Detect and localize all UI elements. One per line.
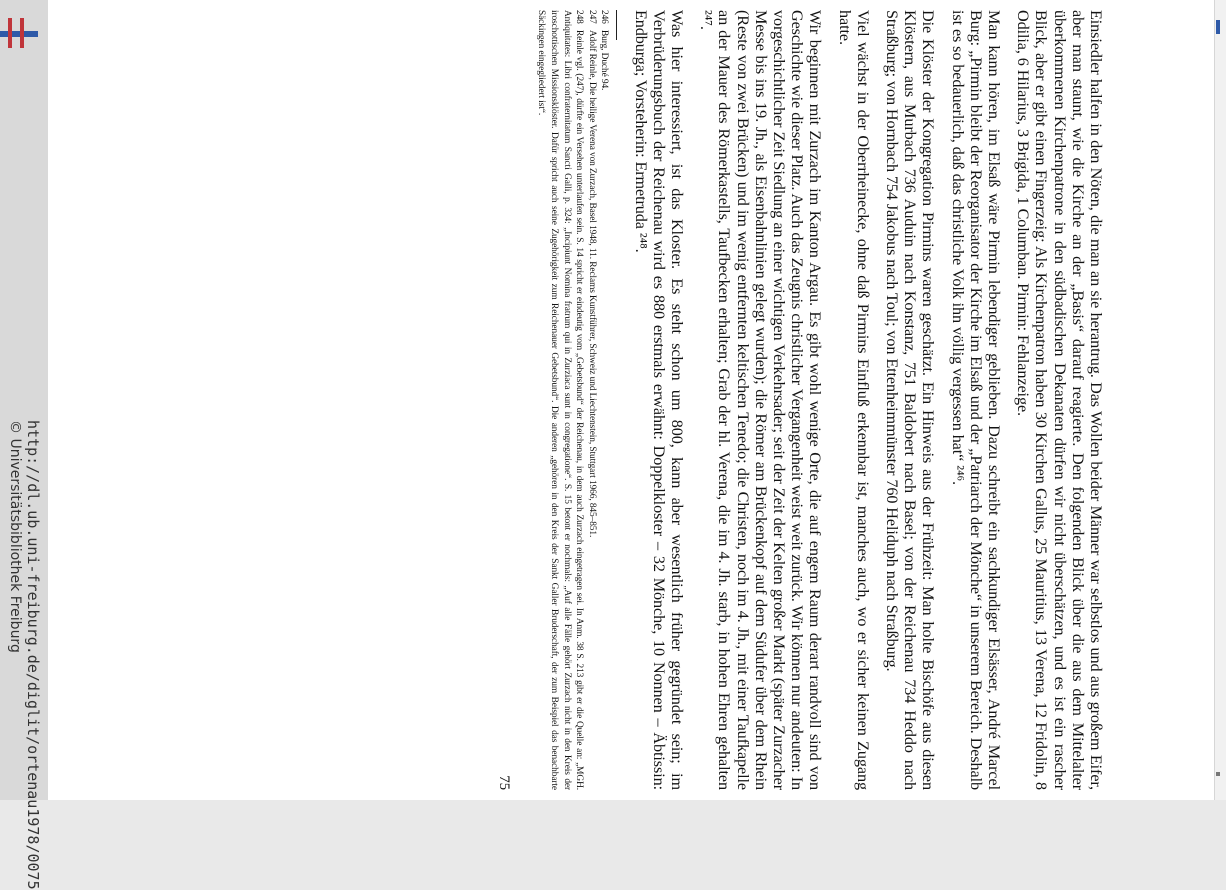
paragraph: Man kann hören, im Elsaß wäre Pirmin lebendiger geblieben. Dazu schreibt ein sachkundiger Elsässer, André Marcel Burg: „Pirmin bleibt der Reorganisator der Kirche im Elsaß und der „Patriarch der Mönche“ in unserem Bereich. Deshalb ist es so bedauerlich, daß das christliche Volk ihn völlig vergessen hat“ ²⁴⁶. [948,10,1003,790]
paragraph: Viel wächst in der Oberrheinecke, ohne daß Pirmins Einfluß erkennbar ist, manches auch, wo er sicher keinen Zugang hatte. [835,10,872,790]
footnote-number: 246 [599,10,610,24]
footnote-divider [616,10,617,40]
page-number: 75 [495,775,512,790]
paragraph: Einsiedler halfen in den Nöten, die man an sie herantrug. Das Wollen beider Männer war selbstlos und aus großem Eifer, aber man staunt, wie die Kirche an der „Basis“ darauf reagierte. Den folgenden Blick über die aus dem Mittelalter überkommenen Kirchenpatrone in den südbadischen Dekanaten dürfen wir nicht überschätzen, und es ist ein rascher Blick, aber er gibt einen Fingerzeig: Als Kirchenpatron haben 30 Kirchen Gallus, 25 Mauritius, 13 Verena, 12 Fridolin, 8 Odilia, 6 Hilarius, 3 Brigida, 1 Columban. Pirmin: Fehlanzeige. [1014,10,1105,790]
paragraph: Wir beginnen mit Zurzach im Kanton Argau. Es gibt wohl wenige Orte, die auf engem Raum derart randvoll sind von Geschichte wie dieser Platz. Auch das Zeugnis christlicher Vergangenheit weist weit zurück. Wir können nur andeuten: In vorgeschichtlicher Zeit Siedlung an einer wichtigen Verkehrsader; seit der Zeit der Kelten großer Markt (später Zurzacher Messe bis ins 19. Jh., als Eisenbahnlinien gelegt wurden); die Römer am Brückenkopf auf dem Südufer über dem Rhein (Reste von zwei Brücken) und im wenig entfernten keltischen Tenedo; die Christen, noch im 4. Jh., mit einer Taufkapelle an der Mauer des Römerkastells, Taufbecken erhalten; Grab der hl. Verena, die im 4. Jh. starb, in hohen Ehren gehalten ²⁴⁷. [697,10,825,790]
watermark-copyright: © Universitätsbibliothek Freiburg [7,420,23,653]
paragraph: Was hier interessiert, ist das Kloster. Es steht schon um 800, kann aber wesentlich früher gegründet sein; im Verbrüderungsbuch der Reichenau wird es 880 erstmals erwähnt: Doppelkloster – 32 Mönche, 10 Nonnen – Äbtissin: Endburga; Vorsteherin: Ermetruda ²⁴⁸. [631,10,686,790]
footnote-text: Adolf Reinle, Die heilige Verena von Zurzach, Basel 1948, 11. Reclams Kunstführer, Schweiz und Liechtenstein, Stuttgart 1966, 845–851. [586,30,597,538]
footnote-number: 248 [574,10,585,24]
footnote [585,10,598,790]
page-edge [1214,0,1226,800]
rotated-page-content [105,10,1105,790]
paragraph: Die Klöster der Kongregation Pirmins waren geschätzt. Ein Hinweis aus der Frühzeit: Man holte Bischöfe aus diesen Klöstern, aus Murbach 736 Auduin nach Konstanz, 751 Baldobert nach Basel; von der Reichenau 734 Heddo nach Straßburg; von Hornbach 754 Jakobus nach Toul; von Ettenheimmünster 760 Heliduph nach Straßburg. [882,10,938,790]
footnote-text: Reinle vgl. (247), dürfte ein Versehen unterlaufen sein. S. 14 spricht er eindeutig vom „Gebetsbund“ der Reichenau, in dem auch Zurzach eingetragen sei. In Anm. 38 S. 213 gibt er die Quelle an: „MGH. Antiquitates: Libri confraternitatum Sancti Galli, p. 324: „Incipiunt Nomina fratrum qui in Zurziaca sunt in congregatione“. S. 15 betont er nochmals: „Auf alle Fälle gehört Zurzach nicht in den Kreis der iroschottischen Missionsklöster. Dafür spricht auch seine Zugehörigkeit zum Reichenauer Gebetsbund“. Die anderen „gehören in den Kreis der Sankt Galler Bruderschaft, der zum Beispiel das benachbarte Säckingen eingegliedert ist“. [536,10,585,790]
footnote [598,10,611,790]
footnotes [535,10,611,790]
edge-dot-icon [1216,772,1220,776]
edge-marker-icon [1216,20,1220,34]
watermark-url: http://dl.ub.uni-freiburg.de/diglit/ortenau1978/0075 [24,420,42,890]
footnote-number: 247 [586,10,597,24]
footnote-text: Burg, Duché 94. [599,30,610,91]
body-text [495,10,1105,790]
footnote [535,10,585,790]
watermark [0,0,48,890]
